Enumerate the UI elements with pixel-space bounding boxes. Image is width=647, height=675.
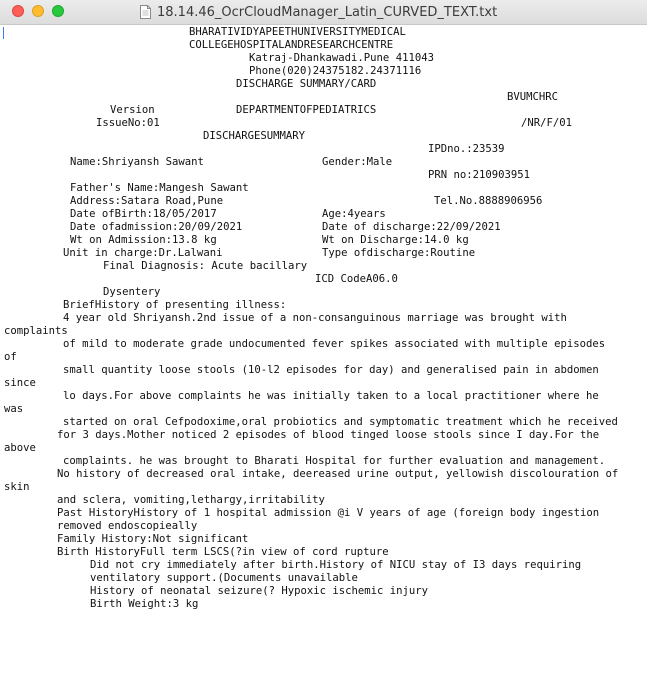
text-line: Date of discharge:22/09/2021 — [322, 221, 501, 233]
text-line: started on oral Cefpodoxime,oral probiotics and symptomatic treatment which he received — [63, 416, 618, 428]
text-line: Type ofdischarge:Routine — [322, 247, 476, 259]
text-line: BHARATIVIDYAPEETHUNIVERSITYMEDICAL — [189, 26, 406, 38]
text-line: complaints — [4, 325, 68, 337]
window-title-group — [140, 3, 497, 21]
text-line: Final Diagnosis: Acute bacillary — [103, 260, 308, 272]
text-line: Wt on Discharge:14.0 kg — [322, 234, 469, 246]
zoom-button[interactable] — [52, 5, 64, 17]
text-line: Name:Shriyansh Sawant — [70, 156, 204, 168]
text-line: Family History:Not significant — [57, 533, 249, 545]
text-line: Katraj-Dhankawadi.Pune 411043 — [249, 52, 434, 64]
text-line: PRN no:210903951 — [428, 169, 531, 181]
text-line: Gender:Male — [322, 156, 393, 168]
text-line: skin — [4, 481, 30, 493]
text-line: ICD CodeA06.0 — [315, 273, 398, 285]
text-line: IssueNo:01 — [96, 117, 160, 129]
text-line: Date ofBirth:18/05/2017 — [70, 208, 217, 220]
text-document-icon — [140, 5, 151, 19]
text-line: DISCHARGE SUMMARY/CARD — [236, 78, 377, 90]
minimize-button[interactable] — [32, 5, 44, 17]
text-line: Date ofadmission:20/09/2021 — [70, 221, 243, 233]
text-line: Unit in charge:Dr.Lalwani — [63, 247, 223, 259]
text-line: small quantity loose stools (10-l2 episodes for day) and generalised pain in abdomen — [63, 364, 599, 376]
close-button[interactable] — [12, 5, 24, 17]
text-line: Dysentery — [103, 286, 161, 298]
document-text-area[interactable] — [0, 25, 647, 675]
text-line: Wt on Admission:13.8 kg — [70, 234, 217, 246]
window-title: 18.14.46_OcrCloudManager_Latin_CURVED_TEXT.txt — [157, 4, 498, 20]
text-line: Version — [110, 104, 155, 116]
text-line: DISCHARGESUMMARY — [203, 130, 306, 142]
text-line: IPDno.:23539 — [428, 143, 505, 155]
text-line: 4 year old Shriyansh.2nd issue of a non-consanguinous marriage was brought with — [63, 312, 567, 324]
text-line: BriefHistory of presenting illness: — [63, 299, 287, 311]
text-line: Tel.No.8888906956 — [434, 195, 543, 207]
text-line: of mild to moderate grade undocumented fever spikes associated with multiple episodes — [63, 338, 606, 350]
text-cursor — [3, 27, 4, 39]
text-line: lo days.For above complaints he was initially taken to a local practitioner where he — [63, 390, 599, 402]
text-line: Birth HistoryFull term LSCS(?in view of cord rupture — [57, 546, 389, 558]
text-line: removed endoscopieally — [57, 520, 198, 532]
text-line: Father's Name:Mangesh Sawant — [70, 182, 249, 194]
text-line: Did not cry immediately after birth.History of NICU stay of I3 days requiring — [90, 559, 582, 571]
text-line: Past HistoryHistory of 1 hospital admission @i V years of age (foreign body ingestion — [57, 507, 600, 519]
text-line: of — [4, 351, 17, 363]
text-line: and sclera, vomiting,lethargy,irritability — [57, 494, 325, 506]
title-bar[interactable] — [0, 0, 647, 25]
text-line: above — [4, 442, 36, 454]
text-line: since — [4, 377, 36, 389]
text-line: /NR/F/01 — [521, 117, 573, 129]
text-line: No history of decreased oral intake, deereased urine output, yellowish discolouration of — [57, 468, 619, 480]
text-line: History of neonatal seizure(? Hypoxic ischemic injury — [90, 585, 429, 597]
text-line: Birth Weight:3 kg — [90, 598, 199, 610]
text-line: Age:4years — [322, 208, 386, 220]
text-line: BVUMCHRC — [507, 91, 559, 103]
text-line: was — [4, 403, 24, 415]
text-line: COLLEGEHOSPITALANDRESEARCHCENTRE — [189, 39, 394, 51]
text-line: Phone(020)24375182.24371116 — [249, 65, 422, 77]
text-line: Address:Satara Road,Pune — [70, 195, 224, 207]
text-line: ventilatory support.(Documents unavailable — [90, 572, 358, 584]
text-line: DEPARTMENTOFPEDIATRICS — [236, 104, 377, 116]
text-line: for 3 days.Mother noticed 2 episodes of blood tinged loose stools since I day.For the — [57, 429, 600, 441]
text-line: complaints. he was brought to Bharati Hospital for further evaluation and management. — [63, 455, 606, 467]
